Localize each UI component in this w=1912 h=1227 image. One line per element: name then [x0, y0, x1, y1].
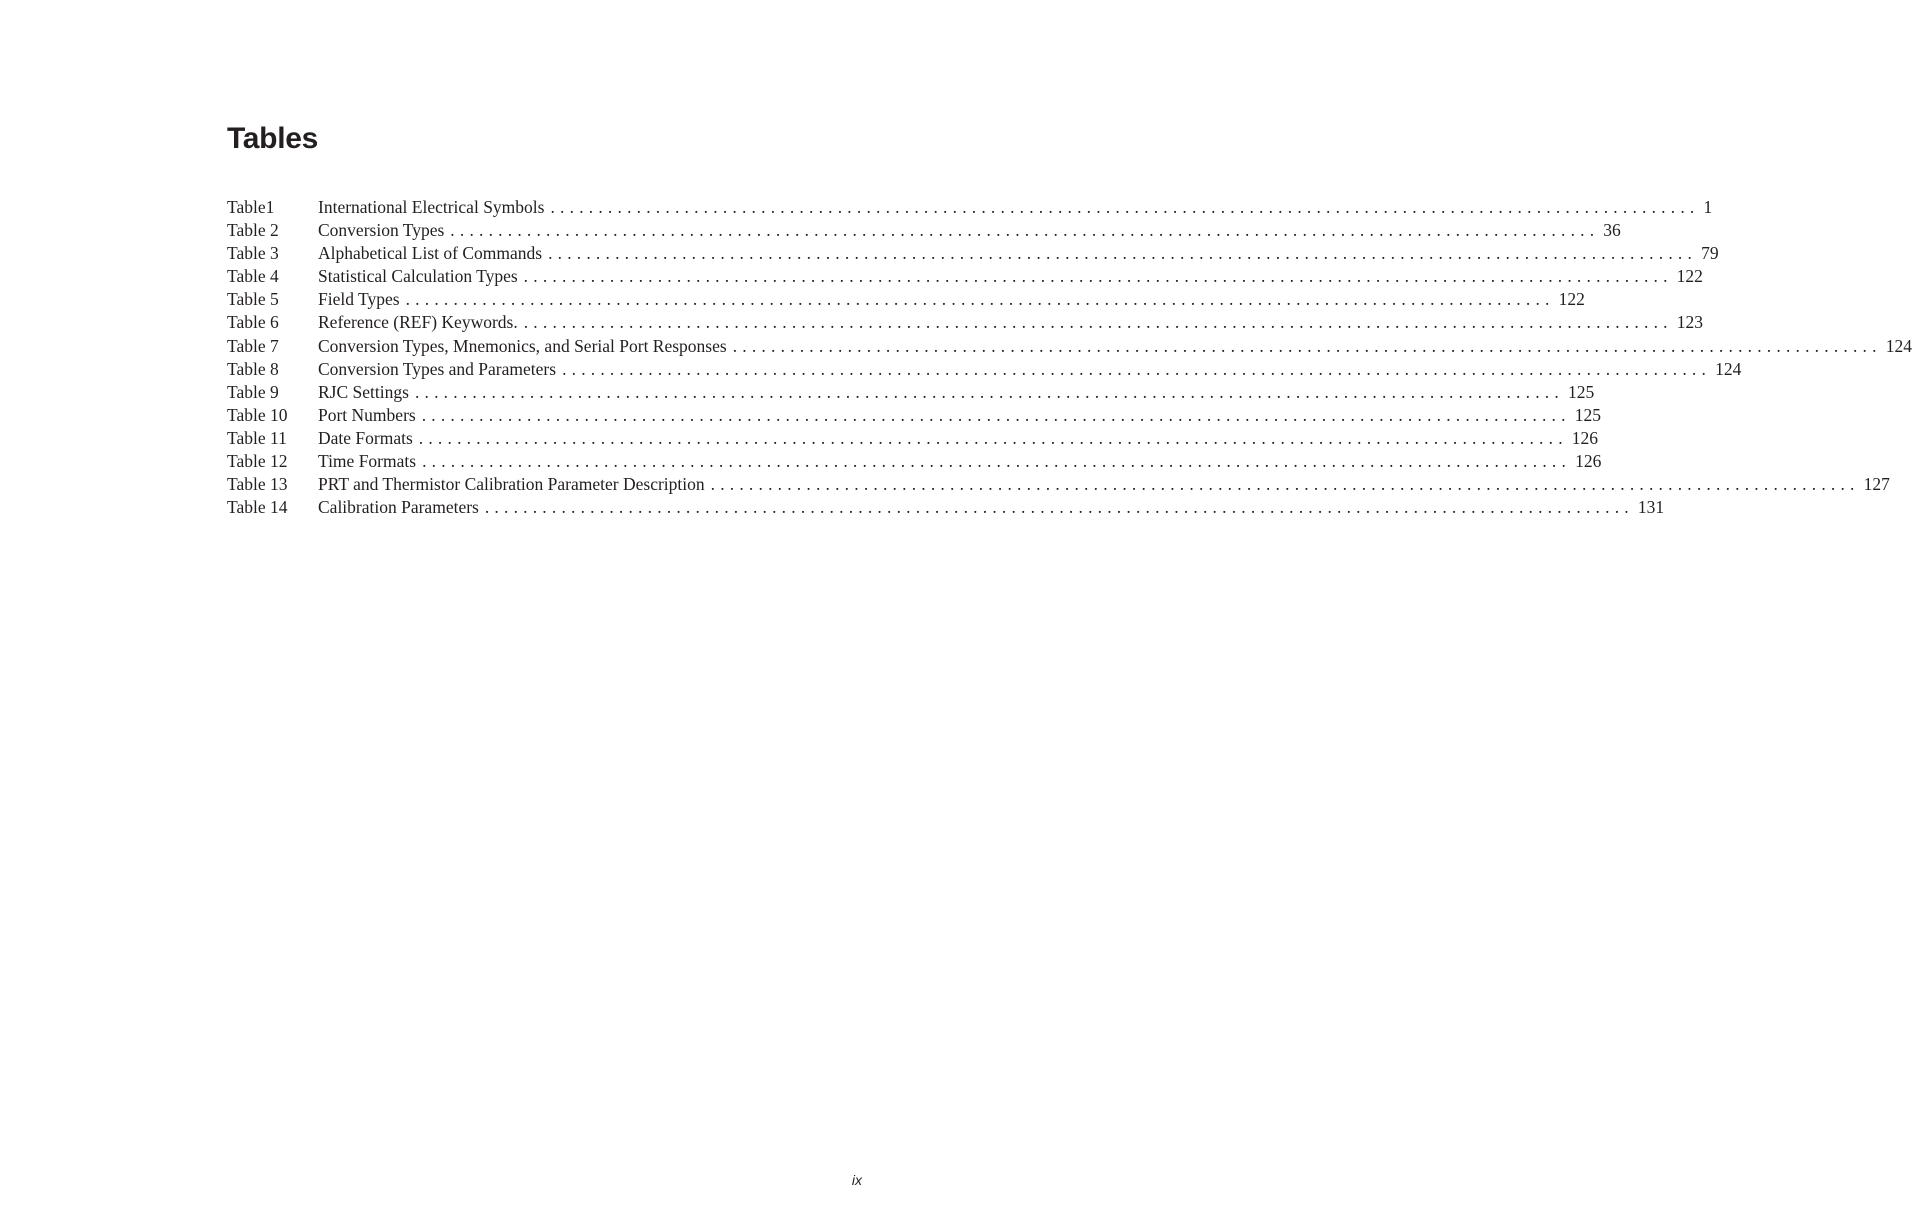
toc-entry[interactable] [227, 311, 1703, 334]
toc-entry-title: Date Formats [318, 427, 413, 448]
toc-entry-number: Table 13 [227, 474, 288, 495]
toc-entry-number: Table 8 [227, 358, 279, 379]
dot-leader: ........................................................................................................................ [523, 312, 1673, 333]
toc-entry-number: Table 11 [227, 427, 287, 448]
toc-entry[interactable] [227, 358, 1742, 381]
toc-entry-page: 125 [1574, 404, 1601, 425]
dot-leader: ........................................................................................................................ [550, 197, 1700, 217]
toc-entry-number: Table 2 [227, 220, 279, 241]
dot-leader: ........................................................................................................................ [421, 404, 1571, 425]
page-title: Tables [227, 122, 319, 155]
dot-leader: ........................................................................................................................ [523, 266, 1673, 287]
toc-entry[interactable] [227, 473, 1890, 496]
toc-entry-title: Field Types [318, 289, 400, 310]
toc-entry-number: Table 6 [227, 312, 279, 333]
toc-entry-title: Conversion Types [318, 220, 445, 241]
dot-leader: ........................................................................................................................ [548, 243, 1698, 264]
toc-entry-number: Table1 [227, 197, 275, 217]
dot-leader: ........................................................................................................................ [450, 220, 1600, 241]
toc-entry-number: Table 12 [227, 451, 288, 472]
toc-entry[interactable] [227, 335, 1912, 358]
toc-entry-page: 126 [1575, 451, 1602, 472]
toc-entry-page: 125 [1567, 381, 1595, 402]
toc-entry-number: Table 4 [227, 266, 279, 287]
dot-leader: ........................................................................................................................ [710, 474, 1860, 495]
toc-entry-title: International Electrical Symbols [318, 197, 545, 217]
toc-entry-title: Port Numbers [318, 404, 416, 425]
toc-entry-page: 36 [1603, 220, 1621, 241]
dot-leader: ........................................................................................................................ [418, 427, 1568, 448]
toc-entry[interactable] [227, 450, 1602, 473]
toc-entry-number: Table 10 [227, 404, 288, 425]
dot-leader: ........................................................................................................................ [405, 289, 1555, 310]
toc-entry-page: 79 [1701, 243, 1719, 264]
page-number: ix [851, 1172, 862, 1188]
toc-entry-title: Statistical Calculation Types [318, 266, 518, 287]
toc-entry[interactable] [227, 288, 1585, 311]
dot-leader: ........................................................................................................................ [732, 335, 1882, 356]
toc-entry-page: 124 [1715, 358, 1742, 379]
toc-entry-number: Table 14 [227, 497, 288, 518]
toc-entry-title: Alphabetical List of Commands [318, 243, 543, 264]
dot-leader: ........................................................................................................................ [562, 358, 1712, 379]
toc-entry[interactable] [227, 404, 1601, 427]
toc-entry-number: Table 5 [227, 289, 279, 310]
toc-entry-title: Time Formats [318, 451, 417, 472]
toc-entry-page: 122 [1676, 266, 1703, 287]
toc-entry-page: 131 [1637, 497, 1665, 518]
toc-entry[interactable] [227, 427, 1599, 450]
toc-entry[interactable] [227, 242, 1719, 265]
toc-entry-title: RJC Settings [318, 381, 409, 402]
toc-entry-title: Conversion Types and Parameters [318, 358, 557, 379]
toc-entry[interactable] [227, 219, 1621, 242]
toc-entry-number: Table 3 [227, 243, 279, 264]
toc-entry[interactable] [227, 196, 1713, 219]
toc-entry-title: Reference (REF) Keywords. [318, 312, 518, 333]
toc-entry[interactable] [227, 381, 1595, 404]
toc-entry-title: Conversion Types, Mnemonics, and Serial Port Responses [318, 335, 727, 356]
toc-entry-page: 124 [1885, 335, 1912, 356]
dot-leader: ........................................................................................................................ [484, 497, 1634, 518]
dot-leader: ........................................................................................................................ [422, 451, 1572, 472]
toc-entry-title: PRT and Thermistor Calibration Parameter Description [318, 474, 705, 495]
toc-entry-title: Calibration Parameters [318, 497, 479, 518]
toc-entry-page: 122 [1558, 289, 1585, 310]
toc-entry-page: 123 [1676, 312, 1703, 333]
toc-entry-page: 127 [1863, 474, 1890, 495]
toc-entry-number: Table 9 [227, 381, 279, 402]
toc-entry[interactable] [227, 496, 1665, 519]
toc-entry-page: 1 [1703, 197, 1713, 217]
toc-entry-page: 126 [1571, 427, 1599, 448]
table-of-tables [227, 196, 1912, 519]
toc-entry-number: Table 7 [227, 335, 279, 356]
dot-leader: ........................................................................................................................ [414, 381, 1564, 402]
toc-entry[interactable] [227, 265, 1703, 288]
